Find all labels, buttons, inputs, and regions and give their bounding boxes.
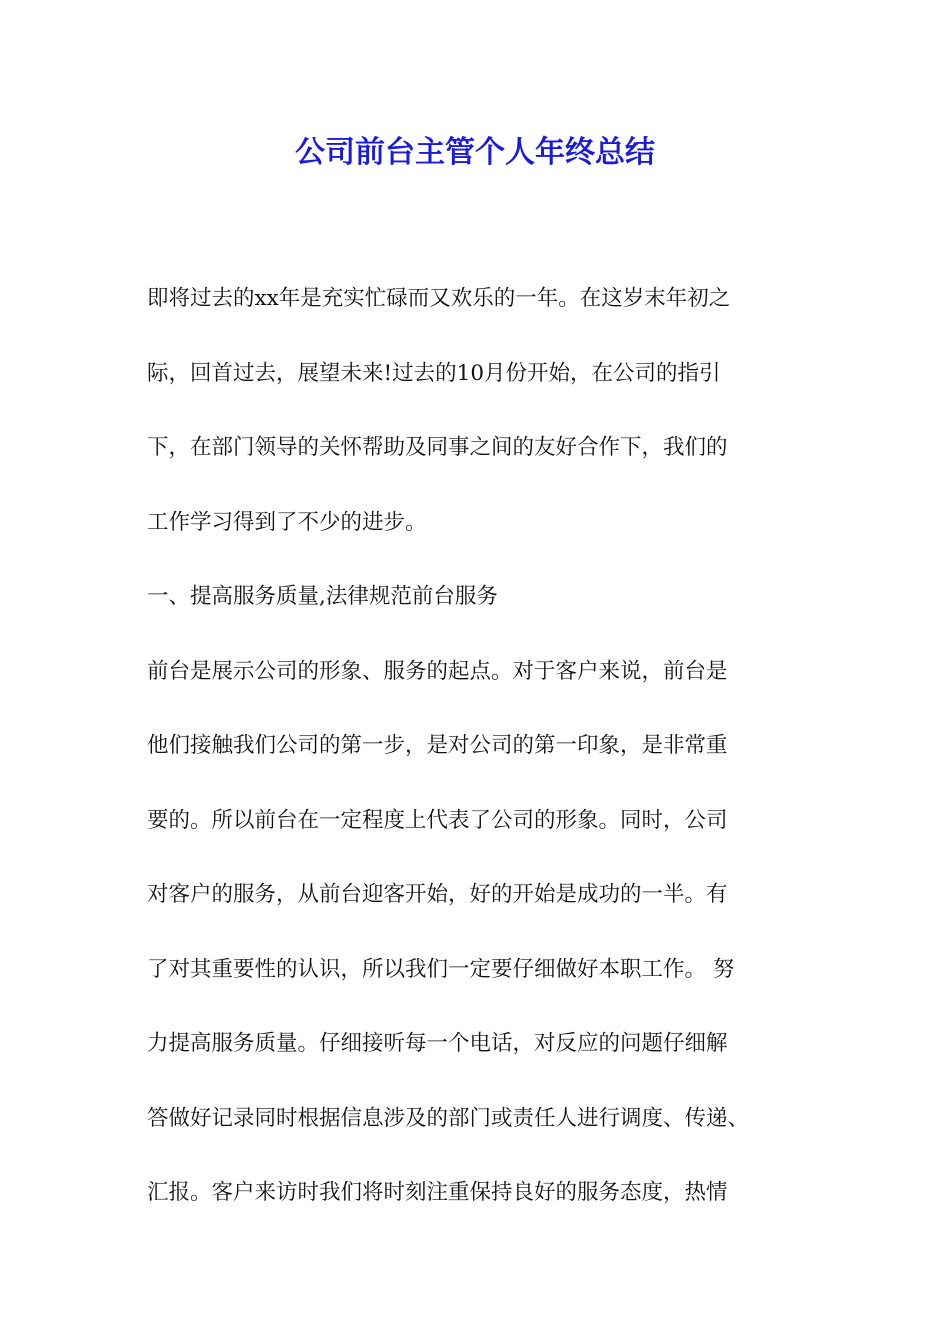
body-line: 要的。所以前台在一定程度上代表了公司的形象。同时，公司: [147, 807, 728, 833]
body-line: 汇报。客户来访时我们将时刻注重保持良好的服务态度，热情: [147, 1180, 728, 1205]
section-heading: 一、提高服务质量,法律规范前台服务: [147, 584, 498, 609]
body-line: 即将过去的xx年是充实忙碌而又欢乐的一年。在这岁末年初之: [147, 286, 731, 311]
body-line: 际，回首过去，展望未来!过去的10月份开始，在公司的指引: [147, 360, 721, 386]
body-line: 工作学习得到了不少的进步。: [147, 509, 427, 535]
document-title: 公司前台主管个人年终总结: [295, 135, 655, 170]
body-line: 了对其重要性的认识，所以我们一定要仔细做好本职工作。 努: [147, 956, 735, 982]
body-line: 下，在部门领导的关怀帮助及同事之间的友好合作下，我们的: [147, 435, 728, 460]
document-body: [147, 262, 837, 1231]
body-line: 力提高服务质量。仔细接听每一个电话，对反应的问题仔细解: [147, 1031, 728, 1056]
body-line: 答做好记录同时根据信息涉及的部门或责任人进行调度、传递、: [147, 1105, 750, 1131]
body-line: 对客户的服务，从前台迎客开始，好的开始是成功的一半。有: [147, 882, 728, 907]
body-line: 前台是展示公司的形象、服务的起点。对于客户来说，前台是: [147, 658, 728, 684]
body-line: 他们接触我们公司的第一步，是对公司的第一印象，是非常重: [147, 733, 728, 758]
